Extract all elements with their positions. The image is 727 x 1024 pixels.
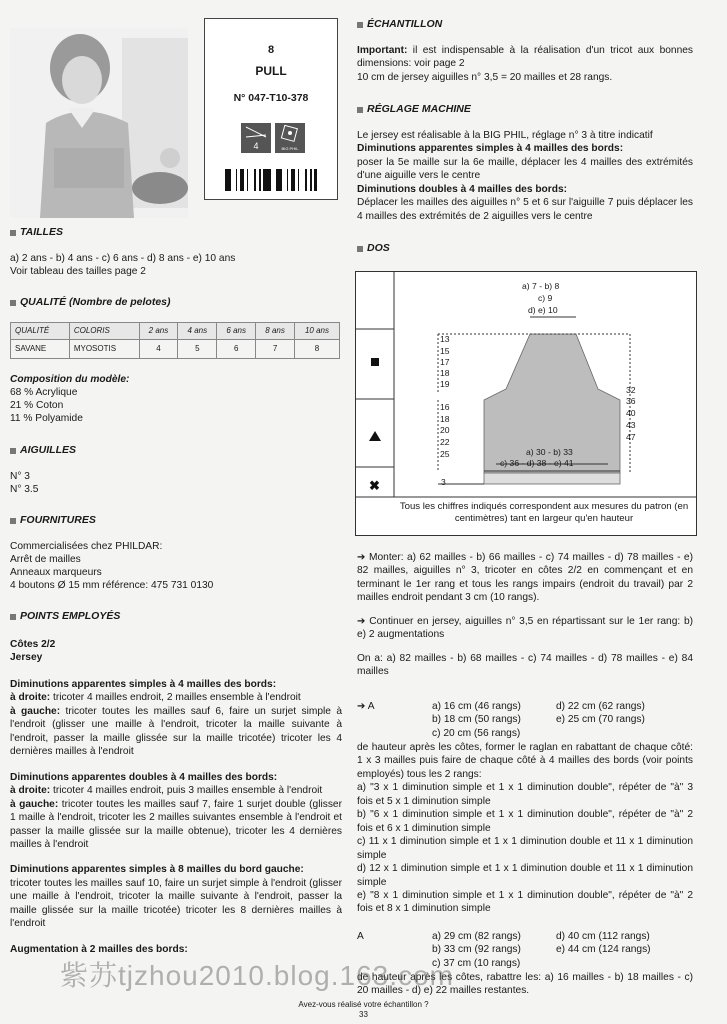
instruction-monter: ➔ Monter: a) 62 mailles - b) 66 mailles - c) 74 mailles - d) 78 mailles - e) 82 mailles, aiguilles n° 3, tricoter en côtes 2/2 en commençant et en terminant le 1er rang et tous les rangs impairs (endroit du travail) par 2 mailles endroit pendant 3 cm (10 rangs). [357, 552, 693, 604]
table-cell: 7 [256, 340, 295, 359]
section-fournitures [10, 514, 96, 528]
raglan-size: d) 12 x 1 diminution simple et 1 x 1 diminution double et 11 x 1 diminution simple [357, 863, 693, 888]
height-col [556, 930, 651, 957]
instruction-text: tricoter 4 mailles endroit, puis 3 mailles ensemble à l'endroit [50, 785, 323, 797]
dim8-text: tricoter toutes les mailles sauf 10, faire un surjet simple à l'endroit (glisser une maille à l'endroit, tricoter la maille suivante à l'endroit, passer la maille glissée sur la maille tricotée) tricoter les 8 dernières mailles à l'endroit [10, 877, 342, 930]
fourniture-line: Anneaux marqueurs [10, 567, 102, 578]
important-label: Important: [357, 45, 408, 56]
dos-label-left: 25 [440, 449, 450, 459]
section-reglage [357, 103, 471, 117]
height-label: A [357, 931, 364, 942]
raglan-size: e) "8 x 1 diminution simple et 1 x 1 diminution double", répéter de "à" 2 fois et 8 x 1 diminution simple [357, 889, 693, 915]
child-photo-illustration [10, 28, 188, 218]
section-fournitures-title: FOURNITURES [20, 514, 96, 526]
height-value: a) 16 cm (46 rangs) [432, 701, 521, 712]
difficulty-badge [241, 123, 271, 153]
footer-question: Avez-vous réalisé votre échantillon ? [298, 1000, 429, 1009]
bind-off-text: de hauteur après les côtes, rabattre les: a) 16 mailles - b) 18 mailles - c) 20 mailles - d) e) 22 mailles restantes. [357, 972, 693, 997]
dos-label-right: 32 [626, 385, 636, 395]
dos-schematic [355, 271, 697, 536]
section-aiguilles [10, 444, 76, 458]
raglan-text: de hauteur après les côtes, former le raglan en rabattant de chaque côté: 1 x 3 mailles puis faire de chaque côté à 4 mailles des bords (voir points employés) tous les 2 rangs: [357, 742, 693, 780]
dos-label-right: 40 [626, 408, 636, 418]
important-note [357, 44, 693, 71]
table-cell: 5 [178, 340, 217, 359]
table-row [11, 340, 340, 359]
composition-line: 11 % Polyamide [10, 413, 83, 424]
instruction-ona: On a: a) 82 mailles - b) 68 mailles - c) 74 mailles - d) 78 mailles - e) 84 mailles [357, 652, 693, 678]
reglage-double-title: Diminutions doubles à 4 mailles des bords: [357, 183, 568, 195]
dos-instructions [357, 551, 693, 679]
table-cell: 10 ans [295, 323, 340, 340]
section-reglage-title: RÉGLAGE MACHINE [367, 103, 471, 115]
stitch-name: Côtes 2/2 [10, 639, 56, 650]
dim-simple-title: Diminutions apparentes simples à 4 mailles des bords: [10, 679, 277, 690]
fourniture-line: 4 boutons Ø 15 mm référence: 475 731 0130 [10, 580, 214, 591]
section-qualite [10, 296, 171, 310]
section-points [10, 610, 120, 624]
reglage-text [357, 129, 693, 223]
table-cell: MYOSOTIS [69, 340, 139, 359]
section-qualite-title: QUALITÉ (Nombre de pelotes) [20, 296, 171, 308]
table-cell: 8 ans [256, 323, 295, 340]
bullet-square-icon [10, 448, 16, 454]
pattern-title: PULL [255, 64, 287, 78]
height-value: d) 22 cm (62 rangs) [556, 701, 645, 712]
dos-label-left: 16 [440, 402, 450, 412]
dos-label-right: 47 [626, 432, 636, 442]
dim-double-gauche [10, 798, 342, 852]
reglage-double-text: Déplacer les mailles des aiguilles n° 5 et 6 sur l'aiguille 7 puis déplacer les 4 mailles des extrémités de 2 aiguilles vers le centre [357, 197, 693, 222]
side-label: à gauche: [10, 798, 59, 810]
important-text: il est indispensable à la réalisation d'un tricot aux bonnes dimensions: voir page 2 [357, 45, 693, 70]
instruction-text: tricoter toutes les mailles sauf 7, faire 1 surjet double (glisser 1 maille à l'endroit, tricoter les 2 mailles suivantes ensemble à l'endroit et passer la maille glissée sur la maille obtenue), tricoter les 4 dernières mailles à l'endroit [10, 798, 342, 850]
dim8-title: Diminutions apparentes simples à 8 mailles du bord gauche: [10, 864, 304, 876]
dos-label-right: 36 [626, 396, 636, 406]
instruction-text: tricoter toutes les mailles sauf 6, faire un surjet simple à l'endroit (glisser une maille à l'endroit, tricoter la maille suivante à l'endroit, passer la maille glissée sur la maille tricotée) tricoter les 4 dernières mailles à l'endroit [10, 705, 342, 758]
raglan-size: c) 11 x 1 diminution simple et 1 x 1 diminution double et 11 x 1 diminution simple [357, 836, 693, 861]
fourniture-line: Arrêt de mailles [10, 554, 81, 565]
raglan-instructions [357, 741, 693, 916]
composition-line: 21 % Coton [10, 400, 64, 411]
table-cell: 6 [217, 340, 256, 359]
table-cell: 4 ans [178, 323, 217, 340]
augm-title: Augmentation à 2 mailles des bords: [10, 943, 188, 955]
cross-symbol-icon: ✖ [369, 478, 380, 493]
dos-caption: Tous les chiffres indiqués correspondent aux mesures du patron (en centimètres) tant en largeur qu'en hauteur [399, 501, 689, 525]
section-echantillon-title: ÉCHANTILLON [367, 18, 443, 30]
composition-line: 68 % Acrylique [10, 387, 78, 398]
section-tailles-title: TAILLES [20, 226, 63, 238]
table-cell: 4 [139, 340, 178, 359]
dos-label-left: 17 [440, 357, 450, 367]
section-echantillon [357, 18, 442, 32]
dim-double-droite [10, 784, 342, 797]
bullet-square-icon [357, 107, 363, 113]
dos-label-right: 43 [626, 420, 636, 430]
height-value: e) 44 cm (124 rangs) [556, 944, 651, 956]
reglage-intro: Le jersey est réalisable à la BIG PHIL, réglage n° 3 à titre indicatif [357, 130, 653, 141]
height-label: ➔ A [357, 701, 375, 712]
dim-simple-droite [10, 691, 342, 704]
stitch-name: Jersey [10, 652, 43, 663]
dos-label-rib: 3 [441, 477, 446, 487]
raglan-size: b) "6 x 1 diminution simple et 1 x 1 diminution double", répéter de "à" 2 fois et 6 x 1 diminution simple [357, 809, 693, 834]
table-cell: 8 [295, 340, 340, 359]
dos-label-left: 22 [440, 437, 450, 447]
section-dos [357, 242, 390, 256]
barcode-icon [225, 169, 317, 191]
yarn-table [10, 322, 340, 359]
bullet-square-icon [357, 246, 363, 252]
dos-shape [356, 272, 696, 535]
reglage-simple-text: poser la 5e maille sur la 6e maille, déplacer les 4 mailles des extrémités d'une aiguille vers le centre [357, 156, 693, 182]
bullet-square-icon [357, 22, 363, 28]
dos-label-left: 15 [440, 346, 450, 356]
height-value: a) 29 cm (82 rangs) [432, 931, 521, 942]
raglan-size: a) "3 x 1 diminution simple et 1 x 1 diminution double", répéter de "à" 3 fois et 5 x 1 diminution simple [357, 782, 693, 807]
instruction-text: tricoter 4 mailles endroit, 2 mailles ensemble à l'endroit [50, 692, 301, 704]
bullet-square-icon [10, 518, 16, 524]
table-cell: 6 ans [217, 323, 256, 340]
dos-label-top: c) 9 [538, 293, 553, 303]
bullet-square-icon [10, 300, 16, 306]
side-label: à droite: [10, 692, 51, 704]
dos-label-top: a) 7 - b) 8 [522, 281, 560, 291]
section-dos-title: DOS [367, 242, 390, 254]
machine-icon [275, 123, 305, 145]
height-value: b) 18 cm (50 rangs) [432, 714, 521, 726]
bullet-square-icon [10, 614, 16, 620]
instruction-jersey: ➔ Continuer en jersey, aiguilles n° 3,5 en répartissant sur le 1er rang: b) e) 2 augmentations [357, 615, 693, 641]
bullet-square-icon [10, 230, 16, 236]
dos-label-left: 13 [440, 334, 450, 344]
dos-label-left: 20 [440, 425, 450, 435]
height-col [556, 700, 645, 727]
page-number: 33 [359, 1010, 368, 1019]
dos-label-left: 18 [440, 414, 450, 424]
pattern-number: 8 [267, 44, 275, 56]
needle-size: N° 3 [10, 471, 30, 482]
dim-simple-gauche [10, 705, 342, 759]
pattern-card [204, 18, 338, 200]
height-col [432, 700, 521, 740]
height-value: b) 33 cm (92 rangs) [432, 944, 521, 956]
pattern-reference: N° 047-T10-378 [233, 92, 309, 104]
yarn-table-header [11, 323, 340, 340]
dim-double-title: Diminutions apparentes doubles à 4 mailles des bords: [10, 771, 278, 783]
dos-label-top: d) e) 10 [528, 305, 558, 315]
composition-title: Composition du modèle: [10, 374, 130, 385]
dos-label-width: c) 36 - d) 38 - e) 41 [500, 458, 574, 468]
echantillon-text [357, 44, 693, 84]
stitch-instructions [10, 678, 342, 956]
height-value: c) 37 cm (10 rangs) [432, 957, 521, 969]
table-cell: SAVANE [11, 340, 70, 359]
machine-caption: BIG PHIL [281, 146, 299, 151]
table-cell: COLORIS [69, 323, 139, 340]
side-label: à droite: [10, 785, 51, 797]
table-cell: 2 ans [139, 323, 178, 340]
height-value: d) 40 cm (112 rangs) [556, 931, 650, 942]
gauge-line: 10 cm de jersey aiguilles n° 3,5 = 20 mailles et 28 rangs. [357, 71, 613, 83]
triangle-symbol-icon [369, 431, 381, 441]
watermark: 紫苏tjzhou2010.blog.163.com [60, 960, 454, 991]
side-label: à gauche: [10, 705, 61, 717]
section-aiguilles-title: AIGUILLES [20, 444, 77, 456]
child-photo [10, 28, 188, 218]
reglage-simple-title: Diminutions apparentes simples à 4 mailles des bords: [357, 143, 624, 155]
dos-label-left: 18 [440, 368, 450, 378]
fourniture-line: Commercialisées chez PHILDAR: [10, 541, 163, 552]
height-value: e) 25 cm (70 rangs) [556, 714, 645, 726]
needle-size: N° 3.5 [10, 484, 39, 495]
table-cell: QUALITÉ [11, 323, 70, 340]
tailles-note: Voir tableau des tailles page 2 [10, 266, 146, 277]
needles-icon [241, 123, 271, 143]
difficulty-level: 4 [253, 141, 259, 151]
dos-label-width: a) 30 - b) 33 [526, 447, 573, 457]
section-points-title: POINTS EMPLOYÉS [20, 610, 121, 622]
square-symbol-icon [371, 358, 379, 366]
height-value: c) 20 cm (56 rangs) [432, 727, 521, 739]
dos-label-left: 19 [440, 379, 450, 389]
section-tailles [10, 226, 63, 240]
tailles-sizes: a) 2 ans - b) 4 ans - c) 6 ans - d) 8 ans - e) 10 ans [10, 253, 236, 264]
machine-badge [275, 123, 305, 153]
